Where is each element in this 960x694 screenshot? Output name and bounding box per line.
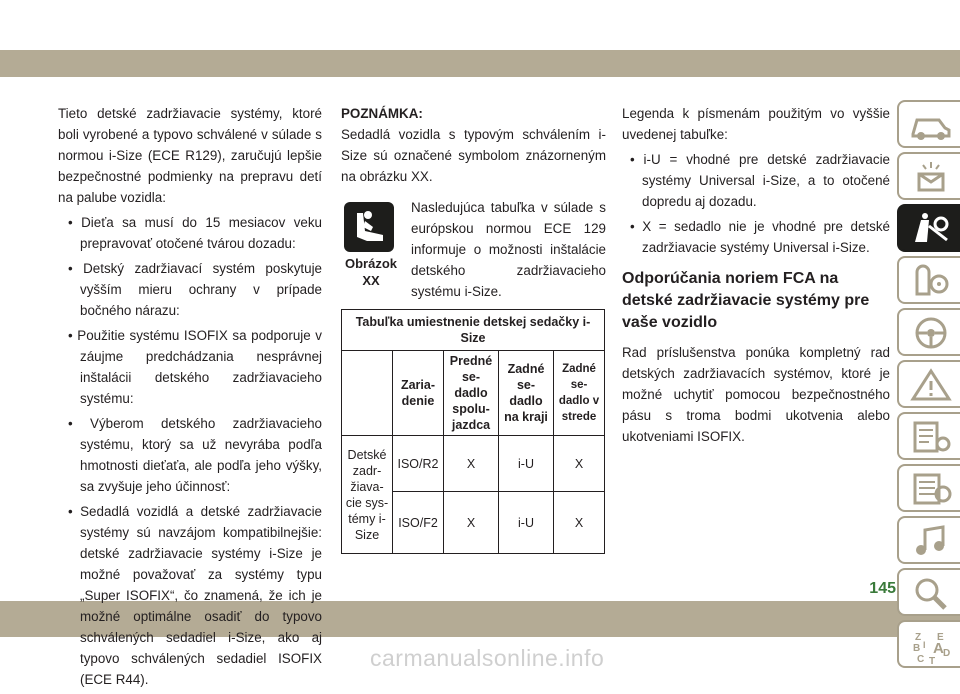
benefit-list xyxy=(58,212,322,690)
note-text: Sedadlá vozidla s typovým schválením i-Size sú označené symbolom znázorneným na obrázku XX. xyxy=(341,127,606,184)
table-header-rear-side: Zadné se-dadlo na kraji xyxy=(499,351,554,436)
table-cell: ISO/R2 xyxy=(393,436,444,492)
table-row-label: Detské zadr-žiava-cie sys-témy i-Size xyxy=(342,436,393,554)
top-band xyxy=(0,0,960,77)
steering-wheel-icon xyxy=(909,316,953,350)
tab-maintenance[interactable] xyxy=(897,412,960,460)
tab-technical[interactable] xyxy=(897,464,960,512)
alpha-letter: E xyxy=(937,632,944,643)
alpha-letter: B xyxy=(913,643,921,654)
list-item: • Sedadlá vozidlá a detské zadržiavacie systémy sú navzájom kompatibilnejšie: detské zadržiavacie systémy i-Size je možné považovať za systémy typu „Super ISOFIX“, čo znamená, že ich je možné optimálne osadiť do typovo schválených sedadiel i-Size, ako aj typovo schválených sedadiel ISOFIX (ECE R44). xyxy=(68,504,322,687)
table-caption: Tabuľka umiestnenie detskej sedačky i-Size xyxy=(342,310,605,351)
table-cell: ISO/F2 xyxy=(393,492,444,554)
table-header-empty xyxy=(342,351,393,436)
list-item: • Použitie systému ISOFIX sa podporuje v záujme predchádzania nesprávnej inštalácii detského zadržiavacieho systému: xyxy=(68,328,322,406)
alpha-letter: C xyxy=(917,654,925,665)
media-music-icon xyxy=(909,524,953,558)
warning-light-icon xyxy=(909,160,953,194)
figure-xx xyxy=(341,197,606,299)
alpha-letter: T xyxy=(929,656,936,667)
list-item: • X = sedadlo nie je vhodné pre detské zadržiavacie systémy Universal i-Size. xyxy=(630,219,890,255)
maintenance-checklist-icon xyxy=(909,420,953,454)
alphabet-index-icon xyxy=(909,628,953,668)
car-dashboard-icon xyxy=(909,108,953,142)
key-start-icon xyxy=(909,264,953,298)
table-cell: X xyxy=(444,492,499,554)
alpha-letter: D xyxy=(943,648,951,659)
seat-belt-airbag-icon xyxy=(909,212,953,246)
tab-emergency[interactable] xyxy=(897,360,960,408)
tab-car-dashboard[interactable] xyxy=(897,100,960,148)
header-stripe xyxy=(0,50,960,77)
isize-seat-icon xyxy=(343,201,395,253)
column-2 xyxy=(341,103,606,554)
table-header-row xyxy=(342,351,605,436)
intro-paragraph: Tieto detské zadržiavacie systémy, ktoré boli vyrobené a typovo schválené v súlade s normou i-Size (ECE R129), zaručujú lepšie bezpečnostné podmienky na prepravu detí na palube vozidla: xyxy=(58,106,322,205)
table-row xyxy=(342,436,605,492)
section-body: Rad príslušenstva ponúka kompletný rad detských zadržiavacích systémov, ktoré je možné uchytiť pomocou bezpečnostného pásu s troma bodmi ukotvenia alebo ukotveniami ISOFIX. xyxy=(622,345,890,444)
table-cell: X xyxy=(444,436,499,492)
tab-steering[interactable] xyxy=(897,308,960,356)
page-number: 145 xyxy=(869,580,896,597)
tab-starting[interactable] xyxy=(897,256,960,304)
column-3 xyxy=(622,103,890,447)
list-item: • Detský zadržiavací systém poskytuje vyšším mieru ochrany v prípade bočného nárazu: xyxy=(68,261,322,318)
section-heading: Odporúčania noriem FCA na detské zadržiavacie systémy pre vaše vozidlo xyxy=(622,270,870,331)
table-cell: X xyxy=(554,492,605,554)
legend-intro: Legenda k písmenám použitým vo vyššie uvedenej tabuľke: xyxy=(622,106,890,142)
watermark: carmanualsonline.info xyxy=(370,645,605,671)
legend-list xyxy=(622,149,890,258)
alpha-letter: Z xyxy=(915,632,922,643)
warning-triangle-icon xyxy=(909,368,953,402)
figure-text: Nasledujúca tabuľka v súlade s európskou normou ECE 129 informuje o možnosti inštalácie detského zadržiavacieho systému i-Size. xyxy=(411,200,606,299)
tab-warning-lights[interactable] xyxy=(897,152,960,200)
tab-index[interactable] xyxy=(897,620,960,668)
list-item: • Dieťa sa musí do 15 mesiacov veku prepravovať otočené tvárou dozadu: xyxy=(68,215,322,251)
table-header-front: Predné se-dadlo spolu-jazdca xyxy=(444,351,499,436)
isize-table xyxy=(341,309,605,554)
alpha-letter: A xyxy=(933,640,944,657)
table-cell: i-U xyxy=(499,436,554,492)
table-header-rear-middle: Zadné se-dadlo v strede xyxy=(554,351,605,436)
alpha-letter: I xyxy=(923,640,926,650)
figure-caption: Obrázok XX xyxy=(344,256,397,288)
table-cell: X xyxy=(554,436,605,492)
note-title: POZNÁMKA: xyxy=(341,106,423,121)
list-item: • i-U = vhodné pre detské zadržiavacie systémy Universal i-Size, a to otočené dopredu aj dozadu. xyxy=(630,152,890,209)
tab-search[interactable] xyxy=(897,568,960,616)
search-magnifier-icon xyxy=(909,576,953,610)
tab-multimedia[interactable] xyxy=(897,516,960,564)
table-header-device: Zaria-denie xyxy=(393,351,444,436)
column-1 xyxy=(58,103,322,694)
list-item: • Výberom detského zadržiavacieho systému, ktorý sa už nevyrába podľa hmotnosti dieťaťa, ale podľa jeho výšky, sa zvyšuje jeho účinnosť: xyxy=(68,416,322,494)
table-cell: i-U xyxy=(499,492,554,554)
tab-safety[interactable] xyxy=(897,204,960,252)
tech-spec-icon xyxy=(909,472,953,506)
